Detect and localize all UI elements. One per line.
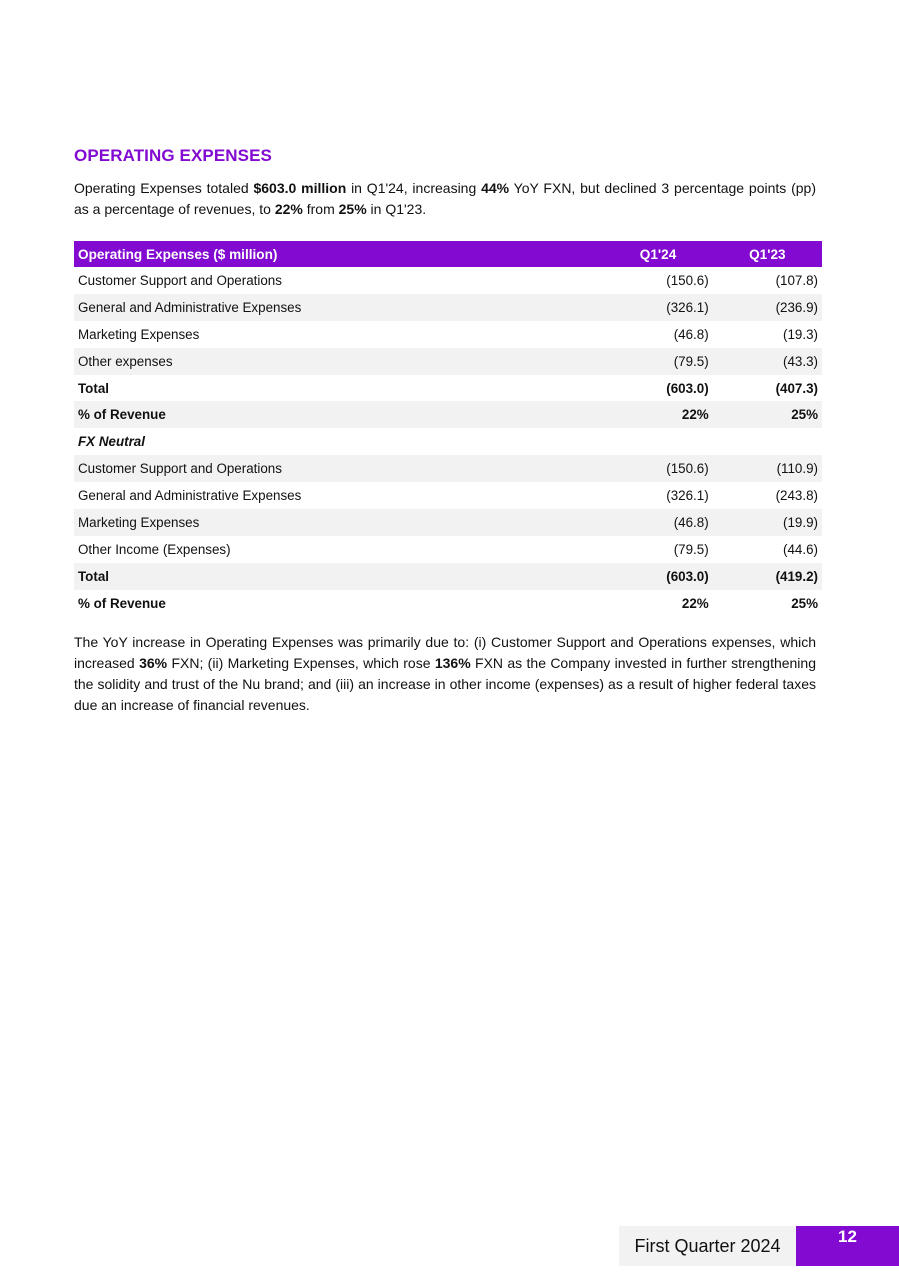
row-q1-24: (46.8) bbox=[603, 509, 712, 536]
row-q1-23: (43.3) bbox=[713, 348, 822, 375]
header-q1-24: Q1'24 bbox=[603, 241, 712, 267]
row-q1-23: (243.8) bbox=[775, 488, 818, 504]
row-label: General and Administrative Expenses bbox=[78, 488, 302, 504]
table-row bbox=[74, 348, 822, 375]
intro-text-5: in Q1'23. bbox=[366, 201, 427, 217]
row-q1-23: (44.6) bbox=[783, 541, 818, 557]
row-label: Marketing Expenses bbox=[74, 509, 603, 536]
intro-total-amount: $603.0 million bbox=[253, 180, 347, 196]
outro-text-1: The YoY increase in Operating Expenses was primarily due to: (i) Customer Support and Operations expenses, which increased bbox=[74, 634, 816, 671]
table-header-row bbox=[74, 241, 822, 267]
table-row bbox=[74, 321, 822, 348]
outro-text-3: FXN as the Company invested in further strengthening the solidity and trust of the Nu brand; and (iii) an increase in other income (expenses) as a result of higher federal taxes due an increase of financial revenues. bbox=[74, 655, 816, 713]
table-row-total bbox=[74, 563, 822, 590]
row-q1-23: (110.9) bbox=[713, 455, 822, 482]
row-q1-23: (236.9) bbox=[713, 294, 822, 321]
section-title: OPERATING EXPENSES bbox=[74, 146, 272, 165]
row-q1-24: (150.6) bbox=[666, 272, 709, 288]
intro-text-4: from bbox=[302, 201, 339, 217]
row-q1-24: (79.5) bbox=[603, 348, 712, 375]
row-q1-24: 22% bbox=[681, 595, 709, 611]
footer-quarter-label: First Quarter 2024 bbox=[619, 1226, 796, 1266]
row-q1-23: (19.3) bbox=[783, 326, 818, 342]
table-row bbox=[74, 482, 822, 509]
row-label: Customer Support and Operations bbox=[78, 272, 282, 288]
table-row bbox=[74, 509, 822, 536]
row-q1-23: (419.2) bbox=[713, 563, 822, 590]
row-q1-24: (46.8) bbox=[673, 326, 709, 342]
row-q1-24: (326.1) bbox=[603, 294, 712, 321]
row-q1-23 bbox=[713, 428, 822, 455]
intro-text-2: in Q1'24, increasing bbox=[346, 180, 482, 196]
row-q1-23: (107.8) bbox=[775, 272, 818, 288]
intro-current-pct: 22% bbox=[274, 201, 303, 217]
table-row bbox=[74, 294, 822, 321]
table-row bbox=[74, 267, 822, 294]
row-label: Total bbox=[78, 380, 109, 396]
row-label: Customer Support and Operations bbox=[74, 455, 603, 482]
intro-text-1: Operating Expenses totaled bbox=[74, 180, 254, 196]
row-q1-23: 25% bbox=[791, 595, 818, 611]
outro-support-growth: 36% bbox=[139, 655, 168, 671]
row-q1-24: (150.6) bbox=[603, 455, 712, 482]
row-label: % of Revenue bbox=[78, 595, 166, 611]
row-label: Total bbox=[74, 563, 603, 590]
table-row bbox=[74, 455, 822, 482]
row-label: Other expenses bbox=[74, 348, 603, 375]
header-label: Operating Expenses ($ million) bbox=[74, 241, 603, 267]
row-q1-24 bbox=[603, 428, 712, 455]
row-q1-23: (407.3) bbox=[775, 380, 818, 396]
table-row-fx-neutral-subheader bbox=[74, 428, 822, 455]
table-row-percent-revenue bbox=[74, 401, 822, 428]
row-label: General and Administrative Expenses bbox=[74, 294, 603, 321]
row-q1-24: (326.1) bbox=[666, 488, 709, 504]
row-q1-23: 25% bbox=[713, 401, 822, 428]
footer-page-number: 12 bbox=[796, 1226, 899, 1266]
row-q1-24: (603.0) bbox=[666, 380, 709, 396]
outro-paragraph bbox=[74, 632, 816, 716]
header-q1-23: Q1'23 bbox=[713, 241, 822, 267]
table-row bbox=[74, 536, 822, 563]
intro-yoy-growth: 44% bbox=[481, 180, 510, 196]
intro-text-3: YoY FXN, but declined 3 percentage points (pp) as a percentage of revenues, to bbox=[74, 180, 816, 217]
row-q1-23: (19.9) bbox=[713, 509, 822, 536]
outro-marketing-growth: 136% bbox=[434, 655, 471, 671]
row-q1-24: (603.0) bbox=[603, 563, 712, 590]
intro-paragraph bbox=[74, 178, 816, 220]
row-label: % of Revenue bbox=[74, 401, 603, 428]
row-label: Marketing Expenses bbox=[78, 326, 200, 342]
intro-prior-pct: 25% bbox=[338, 201, 367, 217]
outro-text-2: FXN; (ii) Marketing Expenses, which rose bbox=[167, 655, 435, 671]
row-label: Other Income (Expenses) bbox=[78, 541, 231, 557]
table-row-percent-revenue bbox=[74, 590, 822, 617]
table-row-total bbox=[74, 375, 822, 402]
row-q1-24: (79.5) bbox=[673, 541, 709, 557]
row-label: FX Neutral bbox=[78, 434, 145, 450]
row-q1-24: 22% bbox=[603, 401, 712, 428]
operating-expenses-table bbox=[74, 241, 822, 617]
